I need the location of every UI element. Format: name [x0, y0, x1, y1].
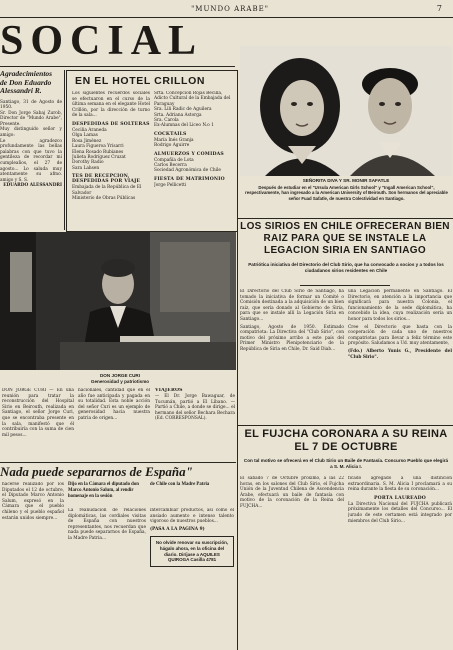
crillon-section-almuerzos: ALMUERZOS Y COMIDAS: [154, 151, 224, 157]
sirios-col-1: [240, 289, 344, 424]
alessandri-note: [0, 70, 62, 240]
nada-deck-left: Dijo en la Cámara el diputado don Marco Antonio Salum, al rendir homenaje en la sesión: [68, 482, 139, 499]
sirios-body-1: El Directorio del Club Sirio de Santiago, ha tomado la iniciativa de formar un Comité o Comisión destinada a la adquisición de un bien raíz, que sería donado al Gobierno de Siria, para que se instale allí la Legación Siria en Santiago...: [240, 289, 344, 322]
crillon-name: Carlos Becerra: [154, 163, 187, 169]
crillon-name: Dorothy Radio: [72, 160, 104, 166]
crillon-title: EN EL HOTEL CRILLON: [75, 75, 206, 87]
viajeros-body: — El Dr. Jorge Bawaguar, de Tucumán, partió a El Líbano. — Partió a Chile, a donde se dirige... el hermano del señor Bechara Bechara (Ed. CORRESPONSAL).: [155, 394, 235, 422]
sirios-headline: LOS SIRIOS EN CHILE OFRECERAN BIEN RAIZ PARA QUE SE INSTALE LA LEGACION SIRIA EN SANTIAGO: [240, 221, 450, 256]
fujcha-col-1: El sábado 7 de Octubre próximo, a las 22 horas, en los salones del Club Sirio, el Fujcha Unión de la Juventud Chilena de Ascendencia Árabe, efectuará un baile de fantasía con motivo de la coronación de la Reina del FUJCHA...: [240, 476, 344, 509]
sirios-deck-rule: [300, 285, 390, 286]
sirios-col-2: [348, 289, 452, 424]
alessandri-signature: EDUARDO ALESSANDRI: [3, 183, 62, 189]
page-header-title: "MUNDO ARABE": [191, 5, 269, 13]
curi-rule: [0, 462, 236, 463]
crillon-name: Laura Figueroa Yrisarri: [72, 144, 124, 150]
crillon-name: Ministerio de Obras Públicas: [72, 196, 136, 202]
crillon-intro: Los siguientes recuerdos sociales se efectuaron en el curso de la última semana en el elegante Hotel Crillón, por la dirección de turno de la sala...: [72, 91, 150, 119]
couple-caption-title: SEÑORITA DIVA Y SR. MONIR SAFATLE: [302, 178, 390, 183]
crillon-name: Rosa Jiménez: [72, 138, 102, 144]
crillon-name: Elena Rosado Rubianes: [72, 149, 124, 155]
crillon-name: Jorge Pellicetti: [154, 182, 187, 188]
alessandri-headline: Agradecimientos de Don Eduardo Alessandri R.: [0, 70, 53, 95]
curi-col-2: nacionales, cantidad que en el año fue anticipada y pagada en su totalidad. Esta noble acción del señor Curi es un ejemplo de generosidad hacia nuestra patria de origen...: [78, 388, 150, 421]
crillon-section-matrimonio: FIESTA DE MATRIMONIO: [154, 176, 225, 182]
curi-caption: DON JORGE CURI Generosidad y patriotismo: [90, 373, 150, 384]
crillon-name: Sociedad Agronómica de Chile: [154, 168, 221, 174]
nada-col-3: [150, 508, 234, 647]
social-rule: [0, 66, 235, 67]
alessandri-letter: Santiago, 31 de Agosto de 1950. Sr. Don Jorge Sabaj Zurob, Director de "Mundo Arabe", Presente. Muy distinguido señor y amigo: Le agradezco profundamente las bellas palabras con que tuvo la gentileza de recordar mi cumpleaños, el 27 de agosto... Lo saluda muy atentamente su afmo. amigo y S. S.: [0, 99, 62, 183]
sirios-signature: (Fdo.) Alberto Yunis G., Presidente del "Club Sirio".: [348, 348, 452, 360]
fujcha-body-3: La Directiva Nacional del FUJCHA publicará próximamente los detalles del Concurso... El jurado de este certamen está integrado por miembros del Club Sirio...: [348, 501, 452, 524]
crillon-col-1: [72, 91, 150, 229]
viajeros-column: [155, 388, 235, 460]
crillon-box: [66, 70, 238, 232]
nada-col-2: La reanudación de relaciones diplomáticas, las cordiales visitas de España con nuestros representantes, nos recuerdan que nada puede separarnos de España, la Madre Patria...: [68, 508, 146, 541]
sirios-body-2: Santiago, Agosto de 1950. Estimado compatriota: La Directiva del "Club Sirio", con motivo del próximo arribo a este país del Primer Ministro Plenipotenciario de la República de Siria en Chile, Dr. Said Diab...: [240, 324, 344, 352]
nada-deck-right: de Chile con la Madre Patria: [150, 482, 210, 487]
crillon-name: Srta. Concepción Rojas Becilla, Adicto Cultural de la Embajada del Paraguay: [154, 91, 231, 107]
column-divider: [64, 70, 65, 230]
section-title-social: SOCIAL: [0, 18, 204, 64]
curi-portrait-image: [0, 232, 236, 370]
fujcha-col-2: [348, 476, 452, 648]
fujcha-porta-heading: PORTA LAUREADO: [374, 495, 426, 501]
fujcha-body-2: ficado agregado a una distinción extraordinaria. S. M. Alicia I proclamará a su reina durante la fiesta de su coronación...: [348, 476, 452, 493]
couple-caption-body: Después de estudiar en el "Ursula American Girls School" y "Ingall American School", respectivamente, han ingresado a la American University of Beirouth. Son hermanos del apreciable señor Fuad Safatle, de nuestra Colectividad en Santiago.: [245, 185, 448, 201]
crillon-section-cocktails: COCKTAILS: [154, 131, 187, 137]
nada-headline: Nada puede separarnos de España": [0, 464, 193, 479]
nada-body-right: intercambiar productos, así como el ansiado aumento e intenso talento vigoroso de nuestros pueblos...: [150, 508, 234, 525]
crillon-name: María Inés Granja: [154, 137, 194, 143]
couple-photo: [240, 46, 452, 176]
crillon-name: Srta. Adriana Astorga: [154, 112, 202, 118]
crillon-name: Embajada de la República de El Salvador: [72, 185, 142, 196]
main-column-divider: [237, 232, 238, 650]
curi-photo: [0, 232, 236, 370]
nada-continued: (PASA A LA PAGINA 9): [150, 526, 205, 532]
page-number: 7: [436, 4, 443, 13]
fujcha-deck: Con tal motivo se ofrecerá en el Club Sirio un Baile de Fantasía. Concurso Pueblo que elegirá a S. M. Alicia I.: [243, 458, 449, 469]
sirios-body-3: una Legación permanente en Santiago. El Directorio, en atención a la importancia que significará para nuestra Colonia, el funcionamiento de la sede diplomática, ha concebido la idea, cuya realización sería un honor para todos los sirios...: [348, 289, 452, 322]
crillon-name: Compañía de Lota: [154, 157, 194, 163]
crillon-name: Sara Lahsen: [72, 165, 100, 171]
crillon-col-2: [154, 91, 234, 229]
crillon-name: Sra. Lili Radic de Aguilera: [154, 107, 212, 113]
sirios-body-4: Cree el Directorio que basta con la cooperación de cada uno de nuestros compatriotas para llevar a feliz término este propósito. Saludamos a Ud. muy atentamente,: [348, 324, 452, 347]
crillon-name: Rodrigo Aguirre: [154, 143, 190, 149]
crillon-section-despedidas: DESPEDIDAS DE SOLTERAS: [72, 121, 150, 127]
crillon-name: Sra. Carola: [154, 118, 179, 124]
subscription-notice: No olvide renovar su suscripción, hágalo ahora, en la oficina del diario. Diríjase a AQUILES QUIROGA Casilla 4781: [150, 536, 234, 566]
nada-col-1: hacerse realizado por los Diputados el 12 de octubre, el Diputado Marco Antonio Salum, expresó en la Cámara que el pueblo chileno y el pueblo español estarán unidos siempre...: [2, 482, 64, 521]
viajeros-heading: VIAJEROS: [155, 388, 183, 393]
crillon-name: Ex-Alumnas del Liceo N.o 1: [154, 123, 214, 129]
sirios-deck: Patriótica iniciativa del Directorio del Club Sirio, que ha convocado a socios y a todos los ciudadanos sirios residentes en Chile: [248, 262, 444, 273]
crillon-name: Julieta Rodríguez Cruzat: [72, 155, 126, 160]
crillon-name: Cecilia Araneda: [72, 127, 107, 133]
crillon-section-tes: TES DE RECEPCION, DESPEDIDAS POR VIAJE: [72, 174, 141, 185]
couple-portrait-image: [240, 46, 452, 176]
curi-col-1: DON JORGE CURI — En una reunión para tratar la reconstrucción del Hospital Sirio en Beirouth, realizada en Santiago, el señor Jorge Curi, que se encontraba presente en la sala, manifestó que él contribuiría con la suma de cien mil pesos...: [2, 388, 74, 438]
couple-rule: [238, 218, 453, 219]
fujcha-headline: EL FUJCHA CORONARA A SU REINA EL 7 DE OCTUBRE: [244, 428, 448, 453]
sirios-rule: [238, 425, 453, 426]
crillon-name: Olga Lamas: [72, 133, 98, 139]
